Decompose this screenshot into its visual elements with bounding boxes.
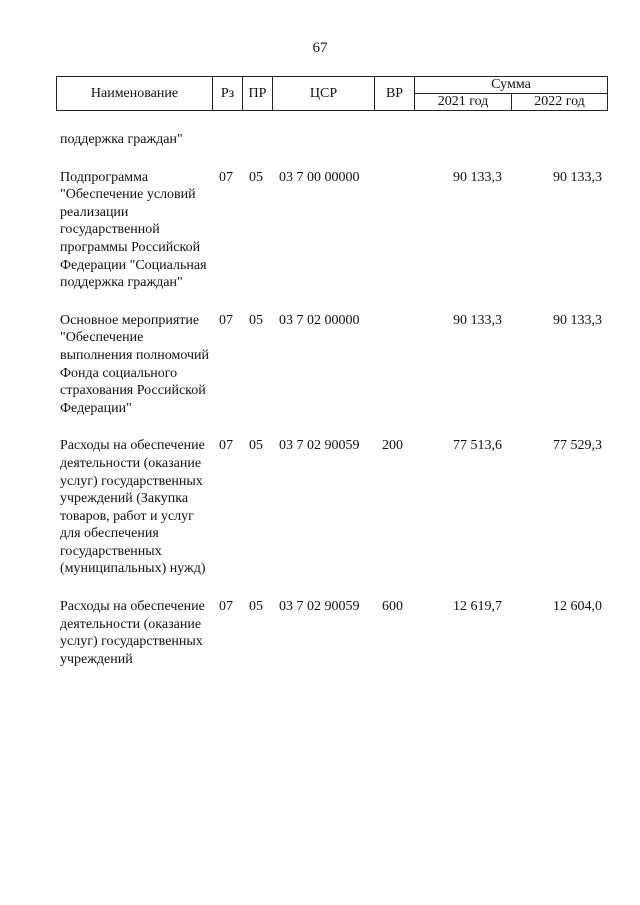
header-2022: 2022 год — [512, 94, 608, 111]
header-csr: ЦСР — [273, 77, 375, 111]
row-name: поддержка граждан" — [60, 132, 183, 147]
row-rz: 07 — [219, 438, 233, 454]
row-pr: 05 — [249, 599, 263, 615]
row-sum-2021: 90 133,3 — [453, 312, 502, 328]
row-sum-2021: 90 133,3 — [453, 169, 502, 185]
row-csr: 03 7 00 00000 — [279, 169, 360, 185]
table-body — [0, 131, 640, 688]
table-row — [0, 437, 640, 578]
header-2021: 2021 год — [415, 94, 512, 111]
header-pr: ПР — [243, 77, 273, 111]
row-csr: 03 7 02 00000 — [279, 312, 360, 328]
row-sum-2021: 77 513,6 — [453, 438, 502, 454]
header-vr: ВР — [375, 77, 415, 111]
table-header — [56, 76, 608, 111]
row-pr: 05 — [249, 169, 263, 185]
row-sum-2022: 90 133,3 — [553, 169, 602, 185]
table-row — [0, 169, 640, 292]
row-name: Подпрограмма "Обеспечение условий реализации государственной программы Российской Федерации "Социальная поддержка граждан" — [60, 169, 207, 291]
header-rz: Рз — [213, 77, 243, 111]
header-sum: Сумма — [415, 77, 608, 94]
table-row — [0, 598, 640, 668]
row-csr: 03 7 02 90059 — [279, 599, 360, 615]
table-row — [0, 131, 640, 149]
row-sum-2021: 12 619,7 — [453, 599, 502, 615]
row-name: Расходы на обеспечение деятельности (оказание услуг) государственных учреждений (Закупка товаров, работ и услуг для обеспечения государственных (муниципальных) нужд) — [60, 438, 206, 577]
row-rz: 07 — [219, 312, 233, 328]
header-name: Наименование — [57, 77, 213, 111]
row-csr: 03 7 02 90059 — [279, 438, 360, 454]
row-sum-2022: 77 529,3 — [553, 438, 602, 454]
row-rz: 07 — [219, 599, 233, 615]
row-sum-2022: 90 133,3 — [553, 312, 602, 328]
row-sum-2022: 12 604,0 — [553, 599, 602, 615]
row-name: Расходы на обеспечение деятельности (оказание услуг) государственных учреждений — [60, 599, 205, 667]
row-name: Основное мероприятие "Обеспечение выполнения полномочий Фонда социального страхования Российской Федерации" — [60, 312, 209, 416]
row-pr: 05 — [249, 312, 263, 328]
page-number: 67 — [312, 40, 328, 56]
row-vr: 600 — [382, 599, 403, 615]
row-vr: 200 — [382, 438, 403, 454]
table-row — [0, 312, 640, 418]
row-pr: 05 — [249, 438, 263, 454]
row-rz: 07 — [219, 169, 233, 185]
